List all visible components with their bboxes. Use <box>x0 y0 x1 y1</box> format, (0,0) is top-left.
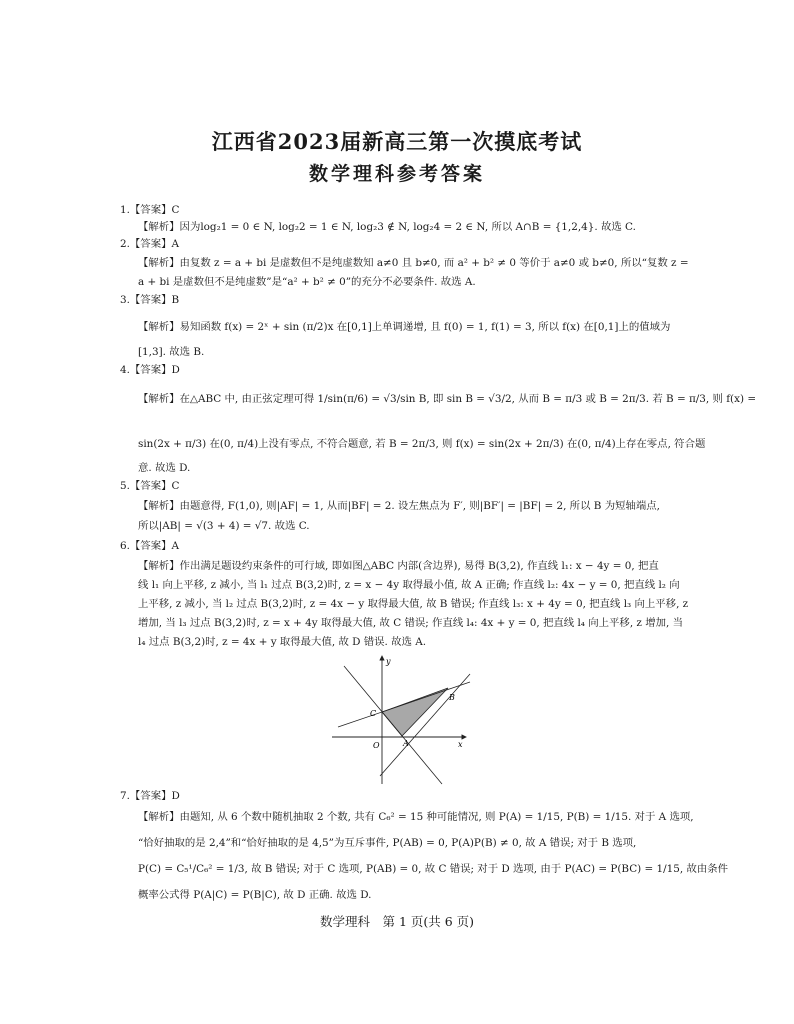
analysis-2-line-2: a + bi 是虚数但不是纯虚数”是“a² + b² ≠ 0”的充分不必要条件. 故选 A. <box>138 276 476 288</box>
analysis-5-line-2: 所以|AB| = √(3 + 4) = √7. 故选 C. <box>138 520 310 532</box>
feasible-region-diagram <box>330 652 472 786</box>
label-y: y <box>386 657 391 666</box>
analysis-3-line-2: [1,3]. 故选 B. <box>138 346 205 358</box>
label-origin: O <box>373 741 380 750</box>
analysis-7-line-4: 概率公式得 P(A|C) = P(B|C), 故 D 正确. 故选 D. <box>138 889 372 901</box>
label-x: x <box>458 740 463 749</box>
analysis-2-line-1: 【解析】由复数 z = a + bi 是虚数但不是纯虚数知 a≠0 且 b≠0, 而 a² + b² ≠ 0 等价于 a≠0 或 b≠0, 所以“复数 z = <box>138 257 689 269</box>
analysis-7-line-1: 【解析】由题知, 从 6 个数中随机抽取 2 个数, 共有 C₆² = 15 种可能情况, 则 P(A) = 1/15, P(B) = 1/15. 对于 A 选项, <box>138 811 694 823</box>
analysis-7-line-2: “恰好抽取的是 2,4”和“恰好抽取的是 4,5”为互斥事件, P(AB) = 0, P(A)P(B) ≠ 0, 故 A 错误; 对于 B 选项, <box>138 837 637 849</box>
label-b: B <box>449 693 455 702</box>
answer-6: 6.【答案】A <box>120 540 179 552</box>
page-footer: 数学理科 第 1 页(共 6 页) <box>319 914 475 929</box>
label-c: C <box>370 709 377 718</box>
feasible-region <box>382 688 448 736</box>
analysis-6-line-1: 【解析】作出满足题设约束条件的可行域, 即如图△ABC 内部(含边界), 易得 B(3,2), 作直线 l₁: x − 4y = 0, 把直 <box>138 560 659 572</box>
answer-5: 5.【答案】C <box>120 480 180 492</box>
analysis-6-line-4: 增加, 当 l₃ 过点 B(3,2)时, z = x + 4y 取得最大值, 故 C 错误; 作直线 l₄: 4x + y = 0, 把直线 l₄ 向上平移, z 增加, 当 <box>138 617 683 629</box>
analysis-4-line-1: 【解析】在△ABC 中, 由正弦定理可得 1/sin(π/6) = √3/sin B, 即 sin B = √3/2, 从而 B = π/3 或 B = 2π/3. 若 B = π/3, 则 f(x) = <box>138 393 757 405</box>
answer-2: 2.【答案】A <box>120 238 179 250</box>
analysis-6-line-5: l₄ 过点 B(3,2)时, z = 4x + y 取得最大值, 故 D 错误. 故选 A. <box>138 636 427 648</box>
answer-4: 4.【答案】D <box>120 364 180 376</box>
analysis-6-line-3: 上平移, z 减小, 当 l₂ 过点 B(3,2)时, z = 4x − y 取得最大值, 故 B 错误; 作直线 l₃: x + 4y = 0, 把直线 l₃ 向上平移, z <box>138 598 689 610</box>
answer-3: 3.【答案】B <box>120 294 180 306</box>
answer-1: 1.【答案】C <box>120 204 180 216</box>
boundary-line-ca <box>344 666 442 784</box>
label-a: A <box>403 739 409 748</box>
analysis-3-line-1: 【解析】易知函数 f(x) = 2ˣ + sin (π/2)x 在[0,1]上单调递增, 且 f(0) = 1, f(1) = 3, 所以 f(x) 在[0,1]上的值域为 <box>138 321 671 333</box>
page-subtitle: 数学理科参考答案 <box>308 163 485 185</box>
analysis-6-line-2: 线 l₁ 向上平移, z 减小, 当 l₁ 过点 B(3,2)时, z = x − 4y 取得最小值, 故 A 正确; 作直线 l₂: 4x − y = 0, 把直线 l₂ 向 <box>138 579 680 591</box>
answer-7: 7.【答案】D <box>120 790 180 802</box>
analysis-1: 【解析】因为log₂1 = 0 ∈ N, log₂2 = 1 ∈ N, log₂3 ∉ N, log₂4 = 2 ∈ N, 所以 A∩B = {1,2,4}. 故选 C. <box>138 221 636 233</box>
page-title: 江西省2023届新高三第一次摸底考试 <box>211 129 583 154</box>
analysis-4-line-2: sin(2x + π/3) 在(0, π/4)上没有零点, 不符合题意, 若 B = 2π/3, 则 f(x) = sin(2x + 2π/3) 在(0, π/4)上存在零点, 符合题 <box>138 438 706 450</box>
analysis-4-line-3: 意. 故选 D. <box>138 462 191 474</box>
analysis-5-line-1: 【解析】由题意得, F(1,0), 则|AF| = 1, 从而|BF| = 2. 设左焦点为 F′, 则|BF′| = |BF| = 2, 所以 B 为短轴端点, <box>138 500 660 512</box>
analysis-7-line-3: P(C) = C₅¹/C₆² = 1/3, 故 B 错误; 对于 C 选项, P(AB) = 0, 故 C 错误; 对于 D 选项, 由于 P(AC) = P(BC) = 1/15, 故由条件 <box>138 863 729 875</box>
